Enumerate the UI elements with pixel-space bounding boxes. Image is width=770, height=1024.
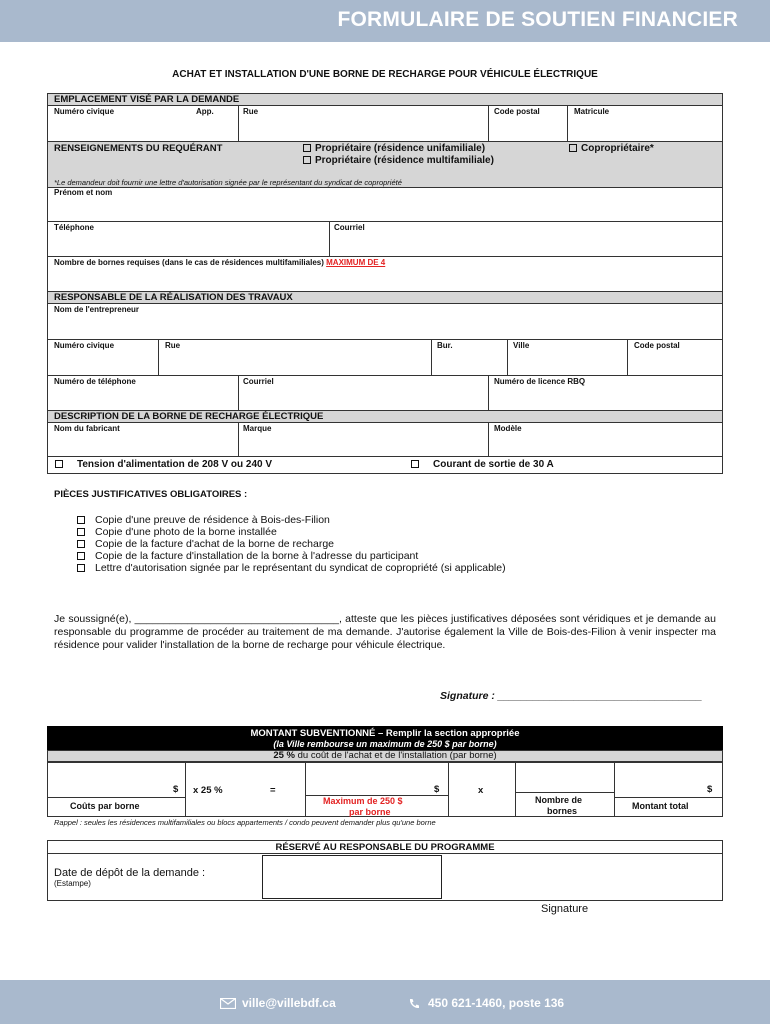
couts-dollar: $ <box>173 784 179 795</box>
times-label: x <box>478 785 484 796</box>
declaration-text: Je soussigné(e), ___________________________________, atteste que les pièces justificatives déposées sont véridiques et je demande au responsable du programme de procéder au traitement de ma demande. J'autorise également la Ville de Bois-des-Filion à venir inspecter ma résidence pour valider l'installation de la borne de recharge pour véhicule électrique. <box>54 613 716 651</box>
pieces-heading: PIÈCES JUSTIFICATIVES OBLIGATOIRES : <box>54 489 248 500</box>
travaux-numero-label: Numéro civique <box>54 341 115 350</box>
app-label: App. <box>196 107 214 116</box>
signature-line[interactable]: Signature : ___________________________________ <box>440 690 703 702</box>
form-subtitle: ACHAT ET INSTALLATION D'UNE BORNE DE RECHARGE POUR VÉHICULE ÉLECTRIQUE <box>172 69 598 80</box>
reserve-signature-label: Signature <box>541 903 589 915</box>
checkbox-icon[interactable] <box>77 516 85 524</box>
montant-heading: MONTANT SUBVENTIONNÉ – Remplir la section appropriée <box>250 728 520 739</box>
bureau-label: Bur. <box>437 341 453 350</box>
montant-subheading: (la Ville rembourse un maximum de 250 $ par borne) <box>273 739 497 749</box>
par-borne-label: par borne <box>349 807 391 817</box>
requerant-heading: RENSEIGNEMENTS DU REQUÉRANT <box>54 143 223 154</box>
travaux-code-postal-label: Code postal <box>634 341 680 350</box>
estampe-box[interactable] <box>262 855 442 899</box>
emplacement-heading: EMPLACEMENT VISÉ PAR LA DEMANDE <box>54 94 240 105</box>
modele-label: Modèle <box>494 424 522 433</box>
equals-label: = <box>270 785 276 796</box>
estampe-label: (Estampe) <box>54 879 91 888</box>
borne-heading: DESCRIPTION DE LA BORNE DE RECHARGE ÉLECTRIQUE <box>54 411 324 422</box>
option-unifamiliale[interactable]: Propriétaire (résidence unifamiliale) <box>303 143 485 154</box>
code-postal-label: Code postal <box>494 107 540 116</box>
checkbox-icon[interactable] <box>77 540 85 548</box>
travaux-telephone-label: Numéro de téléphone <box>54 377 136 386</box>
nombre-bornes-label1: Nombre de <box>535 795 583 805</box>
copropriete-note: *Le demandeur doit fournir une lettre d'autorisation signée par le représentant du syndicat de copropriété <box>54 178 402 187</box>
matricule-label: Matricule <box>574 107 610 116</box>
travaux-courriel-label: Courriel <box>243 377 274 386</box>
form-title: FORMULAIRE DE SOUTIEN FINANCIER <box>337 8 738 31</box>
footer-phone[interactable]: 450 621-1460, poste 136 <box>408 996 564 1010</box>
courriel-label: Courriel <box>334 223 365 232</box>
couts-par-borne-label: Coûts par borne <box>70 801 140 811</box>
tension-option[interactable]: Tension d'alimentation de 208 V ou 240 V <box>55 459 272 470</box>
x25-label: x 25 % <box>193 785 223 796</box>
footer-email[interactable]: ville@villebdf.ca <box>220 996 336 1010</box>
fabricant-label: Nom du fabricant <box>54 424 120 433</box>
checkbox-icon[interactable] <box>303 156 311 164</box>
total-dollar: $ <box>707 784 713 795</box>
checkbox-icon[interactable] <box>55 460 63 468</box>
licence-rbq-label: Numéro de licence RBQ <box>494 377 586 386</box>
max-bornes: MAXIMUM DE 4 <box>326 258 386 267</box>
checkbox-icon[interactable] <box>77 528 85 536</box>
marque-label: Marque <box>243 424 272 433</box>
travaux-heading: RESPONSABLE DE LA RÉALISATION DES TRAVAUX <box>54 292 293 303</box>
option-multifamiliale[interactable]: Propriétaire (résidence multifamiliale) <box>303 155 494 166</box>
reserve-heading: RÉSERVÉ AU RESPONSABLE DU PROGRAMME <box>275 842 495 853</box>
checkbox-icon[interactable] <box>411 460 419 468</box>
montant-dollar: $ <box>434 784 440 795</box>
ville-label: Ville <box>513 341 530 350</box>
piece-item[interactable]: Copie de la facture d'installation de la borne à l'adresse du participant <box>77 550 418 562</box>
date-depot-label: Date de dépôt de la demande : <box>54 867 206 879</box>
piece-item[interactable]: Copie d'une preuve de résidence à Bois-des-Filion <box>77 514 330 526</box>
option-copropriete[interactable]: Copropriétaire* <box>569 143 654 154</box>
numero-civique-label: Numéro civique <box>54 107 115 116</box>
telephone-label: Téléphone <box>54 223 95 232</box>
envelope-icon <box>220 998 236 1009</box>
courant-option[interactable]: Courant de sortie de 30 A <box>411 459 554 470</box>
nb-bornes-label: Nombre de bornes requises (dans le cas de résidences multifamiliales) MAXIMUM DE 4 <box>54 258 386 267</box>
piece-item[interactable]: Copie d'une photo de la borne installée <box>77 526 277 538</box>
montant-total-label: Montant total <box>632 801 689 811</box>
rue-label: Rue <box>243 107 259 116</box>
rappel-note: Rappel : seules les résidences multifamiliales ou blocs appartements / condo peuvent demander plus qu'une borne <box>54 818 436 827</box>
checkbox-icon[interactable] <box>77 564 85 572</box>
max-250-label: Maximum de 250 $ <box>323 796 403 806</box>
piece-item[interactable]: Lettre d'autorisation signée par le représentant du syndicat de copropriété (si applicable) <box>77 562 506 574</box>
checkbox-icon[interactable] <box>303 144 311 152</box>
footer-bar <box>0 980 770 1024</box>
checkbox-icon[interactable] <box>77 552 85 560</box>
montant-pct-line: 25 % du coût de l'achat et de l'installation (par borne) <box>273 750 497 761</box>
nombre-bornes-label2: bornes <box>547 806 578 816</box>
travaux-rue-label: Rue <box>165 341 181 350</box>
prenom-nom-label: Prénom et nom <box>54 188 113 197</box>
header-bar <box>0 0 770 42</box>
entrepreneur-label: Nom de l'entrepreneur <box>54 305 140 314</box>
checkbox-icon[interactable] <box>569 144 577 152</box>
phone-icon <box>408 998 420 1010</box>
piece-item[interactable]: Copie de la facture d'achat de la borne de recharge <box>77 538 334 550</box>
